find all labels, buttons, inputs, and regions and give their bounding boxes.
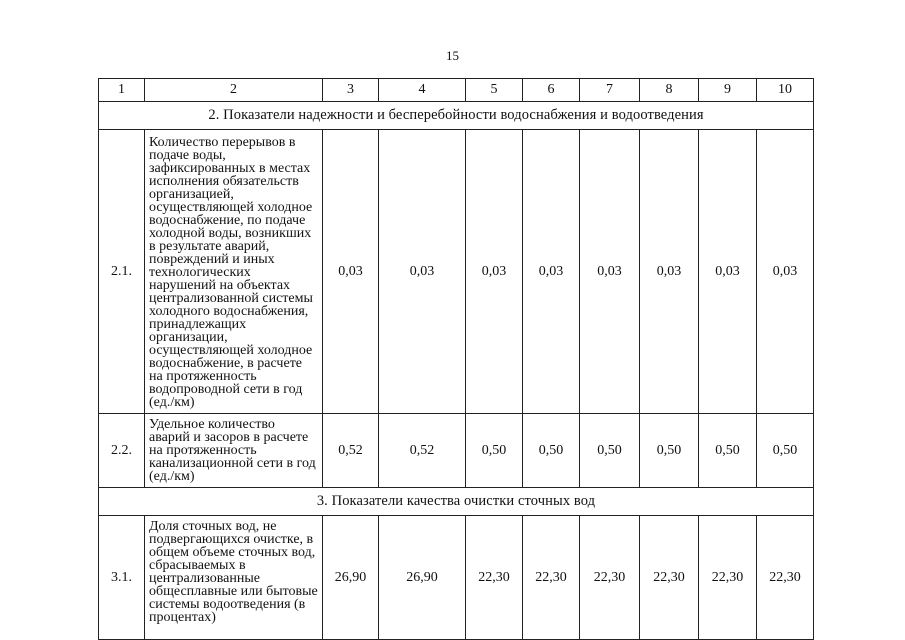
row-value: 0,03: [757, 130, 814, 414]
row-value: 22,30: [757, 516, 814, 640]
section-2-title: 2. Показатели надежности и бесперебойности водоснабжения и водоотведения: [99, 102, 814, 130]
row-value: 0,03: [379, 130, 466, 414]
column-header: 9: [699, 79, 757, 102]
row-value: 0,50: [523, 414, 580, 488]
column-header: 2: [145, 79, 323, 102]
row-description: Количество перерывов в подаче воды, зафиксированных в местах исполнения обязательств организацией, осуществляющей холодное водоснабжение, по подаче холодной воды, возникших в результате аварий, повреждений и иных технологических нарушений на объектах централизованной системы холодного водоснабжения, принадлежащих организации, осуществляющей холодное водоснабжение, в расчете на протяженность водопроводной сети в год (ед./км): [145, 130, 323, 414]
section-3-title: 3. Показатели качества очистки сточных вод: [99, 488, 814, 516]
row-value: 0,50: [640, 414, 699, 488]
column-header: 8: [640, 79, 699, 102]
row-value: 22,30: [523, 516, 580, 640]
column-number-row: [99, 79, 814, 102]
row-value: 22,30: [466, 516, 523, 640]
page-number: 15: [446, 48, 459, 63]
row-value: 22,30: [699, 516, 757, 640]
column-header: 1: [99, 79, 145, 102]
row-value: 0,03: [323, 130, 379, 414]
row-value: 22,30: [640, 516, 699, 640]
row-number: 3.1.: [99, 516, 145, 640]
table-row: [99, 516, 814, 640]
column-header: 7: [580, 79, 640, 102]
column-header: 3: [323, 79, 379, 102]
row-value: 22,30: [580, 516, 640, 640]
section-heading-row: [99, 488, 814, 516]
row-number: 2.2.: [99, 414, 145, 488]
row-value: 0,03: [640, 130, 699, 414]
column-header: 5: [466, 79, 523, 102]
row-description: Доля сточных вод, не подвергающихся очистке, в общем объеме сточных вод, сбрасываемых в централизованные общесплавные или бытовые системы водоотведения (в процентах): [145, 516, 323, 640]
section-heading-row: [99, 102, 814, 130]
column-header: 10: [757, 79, 814, 102]
row-value: 0,03: [466, 130, 523, 414]
table-row: [99, 130, 814, 414]
table-row: [99, 414, 814, 488]
column-header: 4: [379, 79, 466, 102]
row-value: 0,03: [699, 130, 757, 414]
indicators-table: [98, 78, 814, 640]
row-value: 0,03: [580, 130, 640, 414]
row-value: 0,03: [523, 130, 580, 414]
row-value: 0,50: [699, 414, 757, 488]
row-value: 0,52: [379, 414, 466, 488]
row-value: 0,50: [466, 414, 523, 488]
column-header: 6: [523, 79, 580, 102]
row-value: 0,52: [323, 414, 379, 488]
row-value: 26,90: [379, 516, 466, 640]
row-number: 2.1.: [99, 130, 145, 414]
row-value: 0,50: [580, 414, 640, 488]
row-description: Удельное количество аварий и засоров в расчете на протяженность канализационной сети в год (ед./км): [145, 414, 323, 488]
row-value: 0,50: [757, 414, 814, 488]
row-value: 26,90: [323, 516, 379, 640]
